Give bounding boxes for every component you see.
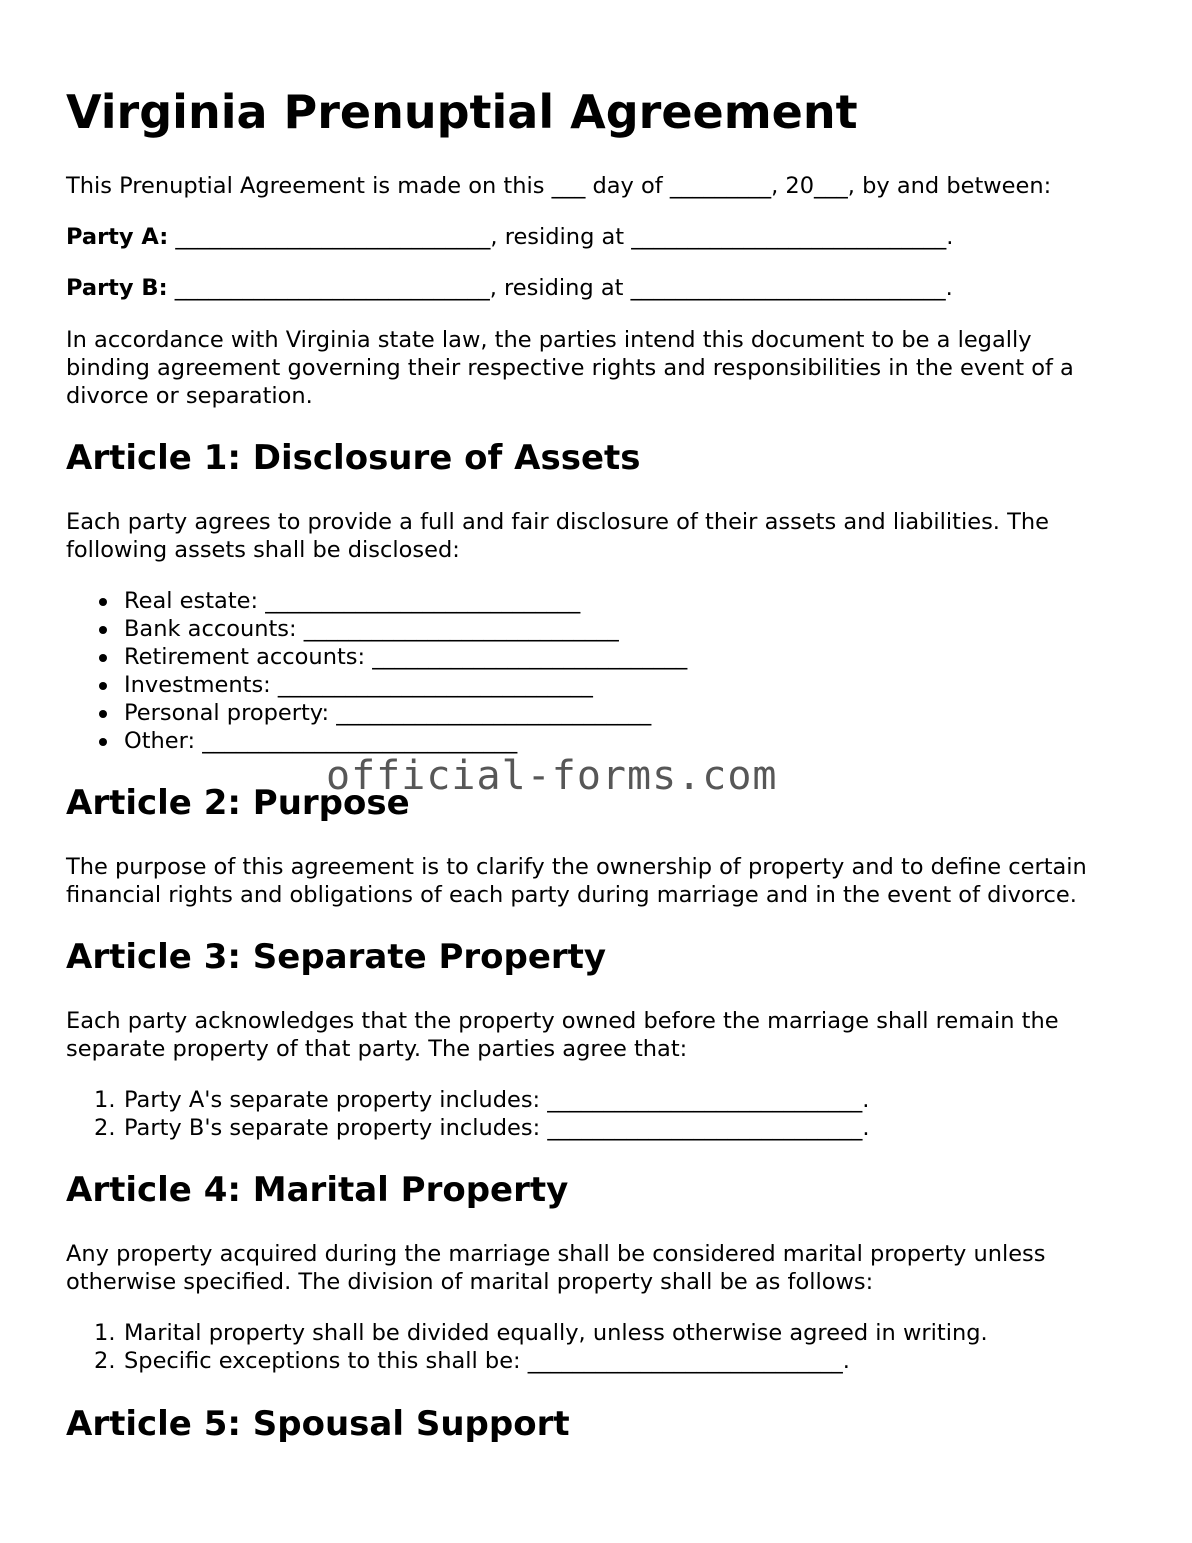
- article-3-body: Each party acknowledges that the property owned before the marriage shall remain the separate property of that party. The parties agree that:: [66, 1008, 1059, 1062]
- article-3-heading: Article 3: Separate Property: [66, 937, 607, 977]
- list-item: [66, 1319, 988, 1347]
- party-b-fields: ____________________________, residing at ____________________________.: [167, 275, 953, 301]
- watermark: official-forms.com: [326, 753, 778, 799]
- list-text: Party B's separate property includes: ____________________________.: [124, 1115, 870, 1141]
- party-b-line: [66, 274, 1131, 302]
- intro-paragraph: This Prenuptial Agreement is made on this ___ day of _________, 20___, by and between:: [66, 173, 1052, 199]
- article-5-heading: Article 5: Spousal Support: [66, 1404, 570, 1444]
- list-item: Real estate: ____________________________: [66, 587, 687, 615]
- list-item: Bank accounts: ____________________________: [66, 615, 687, 643]
- separate-property-list: [66, 1086, 869, 1142]
- list-number: 1.: [94, 1320, 116, 1346]
- list-text: Party A's separate property includes: ____________________________.: [124, 1087, 870, 1113]
- marital-property-list: [66, 1319, 988, 1375]
- list-item: Other: ____________________________: [66, 727, 687, 755]
- list-item: Investments: ____________________________: [66, 671, 687, 699]
- list-item: Personal property: ____________________________: [66, 699, 687, 727]
- asset-list: [66, 587, 687, 755]
- list-item: [66, 1086, 869, 1114]
- article-4-body: Any property acquired during the marriage shall be considered marital property unless otherwise specified. The division of marital property shall be as follows:: [66, 1241, 1046, 1295]
- list-text: Specific exceptions to this shall be: ____________________________.: [124, 1348, 850, 1374]
- party-a-fields: ____________________________, residing at ____________________________.: [168, 224, 954, 250]
- article-1-heading: Article 1: Disclosure of Assets: [66, 438, 641, 478]
- article-2-body: The purpose of this agreement is to clarify the ownership of property and to define certain financial rights and obligations of each party during marriage and in the event of divorce.: [66, 854, 1087, 908]
- list-item: Retirement accounts: ____________________________: [66, 643, 687, 671]
- article-2-heading: Article 2: Purpose: [66, 783, 410, 823]
- list-item: [66, 1347, 988, 1375]
- party-a-label: Party A:: [66, 224, 169, 250]
- accordance-paragraph: In accordance with Virginia state law, the parties intend this document to be a legally binding agreement governing their respective rights and responsibilities in the event of a divorce or separation.: [66, 327, 1074, 409]
- party-b-label: Party B:: [66, 275, 168, 301]
- list-number: 1.: [94, 1087, 116, 1113]
- list-number: 2.: [94, 1115, 116, 1141]
- article-4-heading: Article 4: Marital Property: [66, 1170, 569, 1210]
- document-title: Virginia Prenuptial Agreement: [66, 85, 858, 139]
- list-text: Marital property shall be divided equally, unless otherwise agreed in writing.: [124, 1320, 988, 1346]
- article-1-body: Each party agrees to provide a full and fair disclosure of their assets and liabilities. The following assets shall be disclosed:: [66, 509, 1049, 563]
- party-a-line: [66, 223, 1131, 251]
- list-number: 2.: [94, 1348, 116, 1374]
- list-item: [66, 1114, 869, 1142]
